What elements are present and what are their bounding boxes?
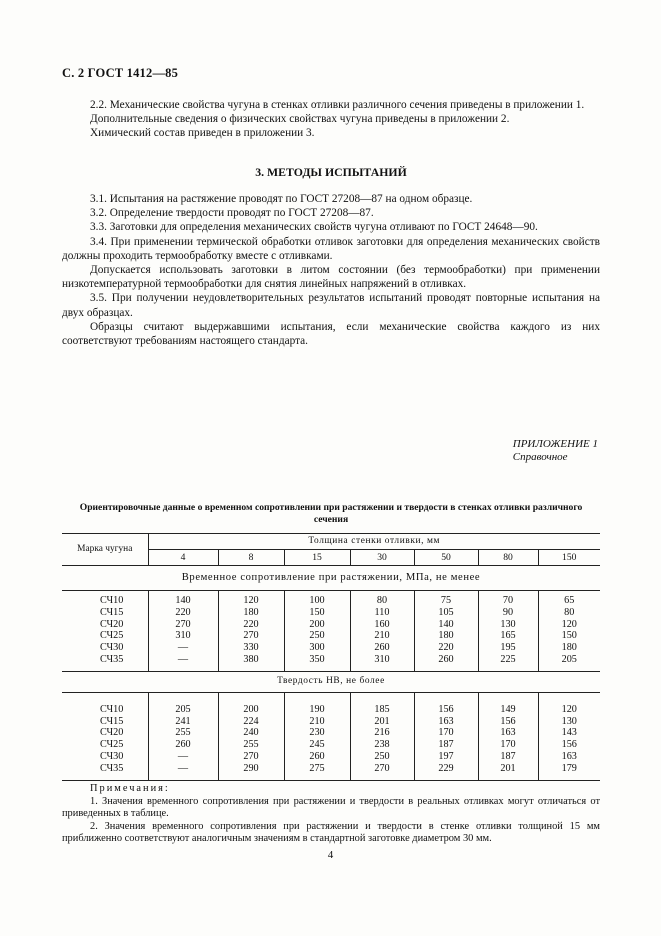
value-cell: 195: [478, 642, 538, 654]
value-cell: 310: [148, 630, 218, 642]
value-cell: 70: [478, 595, 538, 607]
table-row: [62, 642, 600, 654]
value-cell: 130: [478, 619, 538, 631]
value-cell: 187: [478, 751, 538, 763]
properties-table: [62, 533, 600, 781]
grade-cell: СЧ15: [100, 715, 124, 727]
intro-text: [62, 98, 600, 141]
thickness-header: Толщина стенки отливки, мм: [148, 534, 600, 550]
value-cell: —: [148, 751, 218, 763]
value-cell: 143: [538, 727, 600, 739]
value-cell: 160: [350, 619, 414, 631]
value-cell: 105: [414, 607, 478, 619]
value-cell: 180: [538, 642, 600, 654]
paragraph-samples: Образцы считают выдержавшими испытания, если механические свойства каждого из них соответствуют требованиям настоящего стандарта.: [62, 320, 600, 348]
paragraph-3-1: 3.1. Испытания на растяжение проводят по ГОСТ 27208—87 на одном образце.: [90, 193, 473, 205]
table-row: [62, 654, 600, 671]
value-cell: 290: [218, 763, 284, 780]
paragraph-3-3: 3.3. Заготовки для определения механических свойств чугуна отливают по ГОСТ 24648—90.: [90, 221, 538, 234]
value-cell: 80: [350, 595, 414, 607]
value-cell: 185: [350, 704, 414, 716]
value-cell: 200: [284, 619, 350, 631]
value-cell: 224: [218, 716, 284, 728]
thickness-150: 150: [538, 550, 600, 566]
section-heading-row: [62, 671, 600, 692]
thickness-15: 15: [284, 550, 350, 566]
value-cell: 120: [538, 704, 600, 716]
table-row: [62, 607, 600, 619]
value-cell: 260: [148, 739, 218, 751]
value-cell: 250: [350, 751, 414, 763]
value-cell: 241: [148, 716, 218, 728]
value-cell: 260: [350, 642, 414, 654]
paragraph-3-2: 3.2. Определение твердости проводят по ГОСТ 27208—87.: [90, 207, 374, 220]
value-cell: 200: [218, 704, 284, 716]
value-cell: 140: [414, 619, 478, 631]
value-cell: 225: [478, 654, 538, 671]
value-cell: 220: [414, 642, 478, 654]
grade-cell: СЧ20: [100, 618, 124, 630]
value-cell: 220: [148, 607, 218, 619]
grade-header: Марка чугуна: [62, 534, 148, 566]
value-cell: 270: [350, 763, 414, 780]
value-cell: 80: [538, 607, 600, 619]
note-2: 2. Значения временного сопротивления при растяжении и твердости в стенке отливки толщиной 15 мм приближенно соответствуют аналогичным значениям в стандартной заготовке диаметром 30 мм.: [62, 820, 600, 845]
value-cell: 150: [538, 630, 600, 642]
paragraph-additional-info: Дополнительные сведения о физических свойствах чугуна приведены в приложении 2.: [90, 113, 510, 126]
value-cell: —: [148, 763, 218, 780]
value-cell: 350: [284, 654, 350, 671]
grade-cell: СЧ35: [100, 762, 124, 774]
thickness-30: 30: [350, 550, 414, 566]
paragraph-3-4: 3.4. При применении термической обработки отливок заготовки для определения механических свойств должны проходить термообработку вместе с отливками.: [62, 235, 600, 262]
value-cell: 330: [218, 642, 284, 654]
value-cell: 216: [350, 727, 414, 739]
value-cell: 230: [284, 727, 350, 739]
value-cell: 90: [478, 607, 538, 619]
value-cell: 255: [218, 739, 284, 751]
value-cell: 205: [538, 654, 600, 671]
table-title: Ориентировочные данные о временном сопротивлении при растяжении и твердости в стенках отливки различного сечения: [79, 502, 583, 525]
value-cell: 156: [538, 739, 600, 751]
note-1: 1. Значения временного сопротивления при растяжении и твердости в реальных отливках могут отличаться от приведенных в таблице.: [62, 795, 600, 820]
section-title: 3. МЕТОДЫ ИСПЫТАНИЙ: [255, 165, 407, 179]
paragraph-allowed: Допускается использовать заготовки в литом состоянии (без термообработки) при применении низкотемпературной термообработки для снятия линейных напряжений в отливках.: [62, 264, 600, 291]
value-cell: 240: [218, 727, 284, 739]
value-cell: 170: [478, 739, 538, 751]
section-heading-row: [62, 566, 600, 591]
grade-cell: СЧ10: [100, 595, 124, 607]
notes: [62, 783, 600, 846]
grade-cell: СЧ20: [100, 727, 124, 739]
table-row: [62, 739, 600, 751]
value-cell: 260: [284, 751, 350, 763]
grade-cell: СЧ25: [100, 630, 124, 642]
value-cell: 165: [478, 630, 538, 642]
value-cell: 156: [414, 704, 478, 716]
value-cell: 75: [414, 595, 478, 607]
value-cell: 163: [538, 751, 600, 763]
grade-cell: СЧ10: [100, 703, 124, 715]
value-cell: 170: [414, 727, 478, 739]
value-cell: 210: [350, 630, 414, 642]
value-cell: 110: [350, 607, 414, 619]
value-cell: 156: [478, 716, 538, 728]
value-cell: 300: [284, 642, 350, 654]
value-cell: 380: [218, 654, 284, 671]
value-cell: 180: [218, 607, 284, 619]
value-cell: 179: [538, 763, 600, 780]
value-cell: 65: [538, 595, 600, 607]
value-cell: 201: [350, 716, 414, 728]
value-cell: 245: [284, 739, 350, 751]
table-row: [62, 727, 600, 739]
table-row: [62, 763, 600, 780]
spacer-row: [62, 692, 600, 704]
appendix-subtitle: Справочное: [512, 451, 568, 463]
value-cell: 201: [478, 763, 538, 780]
value-cell: 270: [218, 630, 284, 642]
value-cell: 260: [414, 654, 478, 671]
value-cell: —: [148, 654, 218, 671]
value-cell: 187: [414, 739, 478, 751]
grade-cell: СЧ30: [100, 751, 124, 763]
paragraph-3-5: 3.5. При получении неудовлетворительных результатов испытаний проводят повторные испытания на двух образцах.: [62, 292, 600, 319]
value-cell: 163: [414, 716, 478, 728]
appendix-title: ПРИЛОЖЕНИЕ 1: [512, 438, 598, 450]
notes-label: Примечания:: [90, 783, 170, 794]
value-cell: 120: [538, 619, 600, 631]
value-cell: 310: [350, 654, 414, 671]
table-row: [62, 595, 600, 607]
thickness-4: 4: [148, 550, 218, 566]
value-cell: 270: [218, 751, 284, 763]
section-heading: Твердость НВ, не более: [277, 675, 385, 686]
value-cell: 190: [284, 704, 350, 716]
table-row: [62, 704, 600, 716]
value-cell: 229: [414, 763, 478, 780]
table-body: [62, 566, 600, 781]
page-number: 4: [327, 849, 334, 861]
value-cell: 100: [284, 595, 350, 607]
table-row: [62, 619, 600, 631]
grade-cell: СЧ30: [100, 642, 124, 654]
value-cell: 120: [218, 595, 284, 607]
value-cell: 250: [284, 630, 350, 642]
value-cell: —: [148, 642, 218, 654]
value-cell: 270: [148, 619, 218, 631]
value-cell: 197: [414, 751, 478, 763]
grade-cell: СЧ25: [100, 739, 124, 751]
value-cell: 210: [284, 716, 350, 728]
value-cell: 205: [148, 704, 218, 716]
grade-cell: СЧ35: [100, 654, 124, 666]
page-header: С. 2 ГОСТ 1412—85: [62, 66, 179, 80]
table-row: [62, 751, 600, 763]
value-cell: 180: [414, 630, 478, 642]
paragraph-2-2: 2.2. Механические свойства чугуна в стенках отливки различного сечения приведены в приложении 1.: [90, 99, 585, 111]
value-cell: 163: [478, 727, 538, 739]
thickness-80: 80: [478, 550, 538, 566]
paragraph-chemical: Химический состав приведен в приложении 3.: [90, 127, 315, 140]
value-cell: 150: [284, 607, 350, 619]
value-cell: 140: [148, 595, 218, 607]
table-row: [62, 716, 600, 728]
appendix-label: [513, 438, 598, 464]
value-cell: 149: [478, 704, 538, 716]
value-cell: 255: [148, 727, 218, 739]
value-cell: 130: [538, 716, 600, 728]
grade-cell: СЧ15: [100, 606, 124, 618]
section-heading: Временное сопротивление при растяжении, МПа, не менее: [181, 572, 481, 584]
thickness-8: 8: [218, 550, 284, 566]
value-cell: 220: [218, 619, 284, 631]
value-cell: 238: [350, 739, 414, 751]
thickness-50: 50: [414, 550, 478, 566]
table-row: [62, 630, 600, 642]
value-cell: 275: [284, 763, 350, 780]
section-text: [62, 192, 600, 348]
